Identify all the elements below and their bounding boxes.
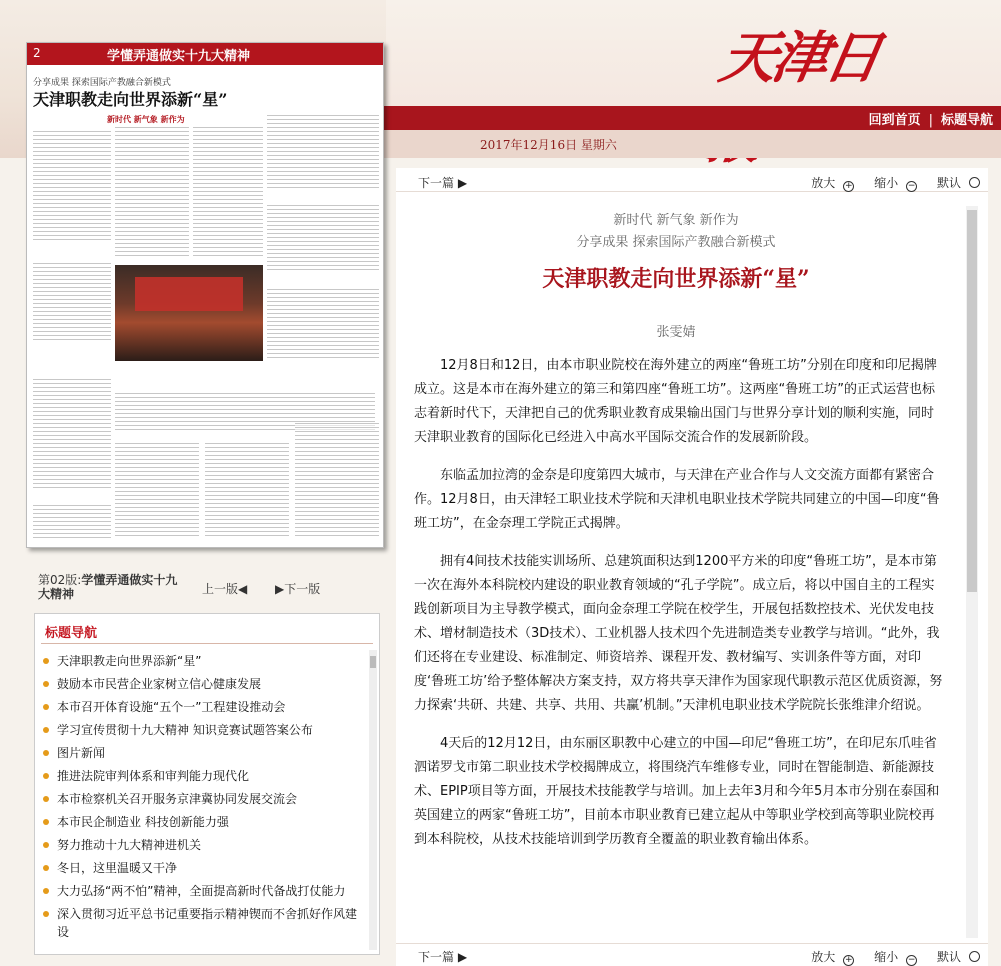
thumbnail-text-column (115, 443, 199, 539)
article-paragraph: 拥有4间技术技能实训场所、总建筑面积达到1200平方米的印度“鲁班工坊”，是本市第一次在海外本科院校内建设的职业教育领域的“孔子学院”。成立后，将以中国自主的工程实践创新项目为主导教学模式，面向金奈理工学院在校学生，开展包括数控技术、光伏发电技术、增材制造技术（3D技术）、工业机器人技术四个先进制造类专业教学与培训。“此外，我们还将在专业建设、标准制定、师资培养、课程开发、教材编写、实训条件等方面，对印度‘鲁班工坊’给予整体解决方案支持，双方将共享天津作为国家现代职教示范区优质资源，努力探索‘共研、共建、共享、共用、共赢’机制。”天津机电职业技术学院院长张维津介绍说。 (414, 554, 943, 713)
zoom-out-label: 缩小 (874, 950, 899, 964)
zoom-in-button[interactable] (803, 176, 854, 190)
thumbnail-photo (115, 265, 263, 361)
next-edition-link[interactable]: ▶下一版 (275, 582, 321, 596)
prev-edition-link[interactable]: 上一版◀ (202, 582, 248, 596)
scrollbar-thumb[interactable] (967, 210, 977, 592)
headline-item[interactable]: 本市民企制造业 科技创新能力强 (41, 811, 367, 834)
thumbnail-text-column (193, 127, 263, 257)
thumbnail-text-column (267, 289, 379, 359)
headline-list (41, 650, 367, 941)
thumbnail-text-column (205, 443, 289, 539)
thumbnail-header (27, 43, 383, 65)
thumbnail-text-column (267, 205, 379, 271)
headline-nav-link[interactable]: 标题导航 (940, 113, 993, 128)
headline-item[interactable]: 学习宣传贯彻十九大精神 知识竞赛试题答案公布 (41, 719, 367, 742)
thumbnail-text-column (33, 379, 111, 489)
next-article-link[interactable]: 下一篇 ▶ (418, 950, 468, 964)
zoom-default-button[interactable] (929, 950, 980, 964)
zoom-in-button[interactable] (803, 950, 854, 964)
thumbnail-page-number: 2 (33, 46, 41, 60)
plus-icon: + (845, 955, 853, 965)
zoom-in-label: 放大 (811, 950, 836, 964)
zoom-out-label: 缩小 (874, 176, 899, 190)
zoom-out-button[interactable] (866, 950, 917, 964)
edition-name: 学懂弄通做实十九大精神 (38, 573, 178, 601)
headline-item[interactable]: 图片新闻 (41, 742, 367, 765)
zoom-default-label: 默认 (936, 950, 961, 964)
thumbnail-text-column (33, 263, 111, 343)
headline-item[interactable]: 本市召开体育设施“五个一”工程建设推动会 (41, 696, 367, 719)
headline-list-scrollbar[interactable] (369, 650, 377, 950)
zoom-out-button[interactable] (866, 176, 917, 190)
circle-icon (969, 951, 980, 962)
home-link[interactable]: 回到首页 (868, 113, 921, 128)
thumbnail-text-column (33, 505, 111, 541)
issue-date: 2017年12月16日 星期六 (480, 138, 617, 152)
article-title: 天津职教走向世界添新“星” (542, 266, 810, 292)
headline-nav-title: 标题导航 (45, 626, 98, 641)
next-article-link[interactable]: 下一篇 ▶ (418, 176, 468, 190)
edition-label (38, 573, 188, 601)
headline-item[interactable]: 冬日，这里温暖又干净 (41, 857, 367, 880)
minus-icon: − (907, 181, 916, 191)
scrollbar-thumb[interactable] (370, 656, 376, 668)
headline-item[interactable]: 深入贯彻习近平总书记重要指示精神锲而不舍抓好作风建设 (41, 903, 367, 941)
thumbnail-text-column (267, 115, 379, 191)
headline-item[interactable]: 鼓励本市民营企业家树立信心健康发展 (41, 673, 367, 696)
article-scrollbar[interactable] (966, 206, 978, 938)
headline-item[interactable]: 大力弘扬“两不怕”精神，全面提高新时代备战打仗能力 (41, 880, 367, 903)
zoom-default-button[interactable] (929, 176, 980, 190)
plus-icon: + (845, 181, 853, 191)
thumbnail-page-title: 学懂弄通做实十九大精神 (107, 49, 251, 64)
circle-icon (969, 177, 980, 188)
headline-item[interactable]: 本市检察机关召开服务京津冀协同发展交流会 (41, 788, 367, 811)
zoom-controls (795, 174, 980, 192)
top-links (869, 109, 993, 128)
minus-icon: − (907, 955, 916, 965)
thumbnail-headline[interactable]: 天津职教走向世界添新“星” (33, 90, 228, 109)
article-toolbar-top (396, 170, 988, 192)
article-body (414, 354, 946, 941)
thumbnail-text-column (33, 131, 111, 241)
thumbnail-kicker: 分享成果 探索国际产教融合新模式 (33, 78, 171, 88)
article-subkicker: 分享成果 探索国际产教融合新模式 (576, 235, 776, 250)
date-bar (384, 130, 1001, 158)
headline-item[interactable]: 努力推动十九大精神进机关 (41, 834, 367, 857)
link-separator: | (928, 113, 933, 128)
headline-item[interactable]: 推进法院审判体系和审判能力现代化 (41, 765, 367, 788)
zoom-in-label: 放大 (811, 176, 836, 190)
newspaper-logo: 天津日报 (715, 25, 883, 91)
page-thumbnail[interactable] (26, 42, 384, 548)
headline-nav-panel (34, 613, 380, 955)
divider (41, 643, 373, 644)
headline-item[interactable]: 天津职教走向世界添新“星” (41, 650, 367, 673)
article-paragraph: 4天后的12月12日，由东丽区职教中心建立的中国—印尼“鲁班工坊”，在印尼东爪哇省泗诺罗戈市第二职业技术学校揭牌成立，将围绕汽车维修专业，同时在智能制造、新能源技术、EPIP项目等方面，开展技术技能教学与培训。加上去年3月和今年5月本市分别在泰国和英国建立的两家“鲁班工坊”，目前本市职业教育已建立起从中等职业学校到高等职业院校再到本科院校，从技术技能培训到学历教育全覆盖的职业教育输出体系。 (414, 736, 940, 847)
article-toolbar-bottom (396, 943, 988, 965)
edition-prefix: 第02版: (38, 573, 82, 587)
thumbnail-subtitle: 新时代 新气象 新作为 (107, 115, 185, 124)
article-kicker: 新时代 新气象 新作为 (613, 213, 739, 228)
article-author: 张雯婧 (656, 325, 696, 340)
zoom-controls (795, 948, 980, 966)
article-paragraph: 12月8日和12日，由本市职业院校在海外建立的两座“鲁班工坊”分别在印度和印尼揭牌成立。这是本市在海外建立的第三和第四座“鲁班工坊”。这两座“鲁班工坊”的正式运营也标志着新时代下，天津把自己的优秀职业教育成果输出国门与世界分享计划的顺利实施，同时天津职业教育的国际化已经进入中高水平国际交流合作的发展新阶段。 (414, 358, 937, 445)
thumbnail-photo-stage (135, 277, 243, 311)
thumbnail-text-column (115, 127, 189, 257)
article-paragraph: 东临孟加拉湾的金奈是印度第四大城市，与天津在产业合作与人文交流方面都有紧密合作。12月8日，由天津轻工职业技术学院和天津机电职业技术学院共同建立的中国—印度“鲁班工坊”，在金奈理工学院正式揭牌。 (414, 468, 940, 531)
zoom-default-label: 默认 (936, 176, 961, 190)
thumbnail-text-column (295, 423, 379, 539)
